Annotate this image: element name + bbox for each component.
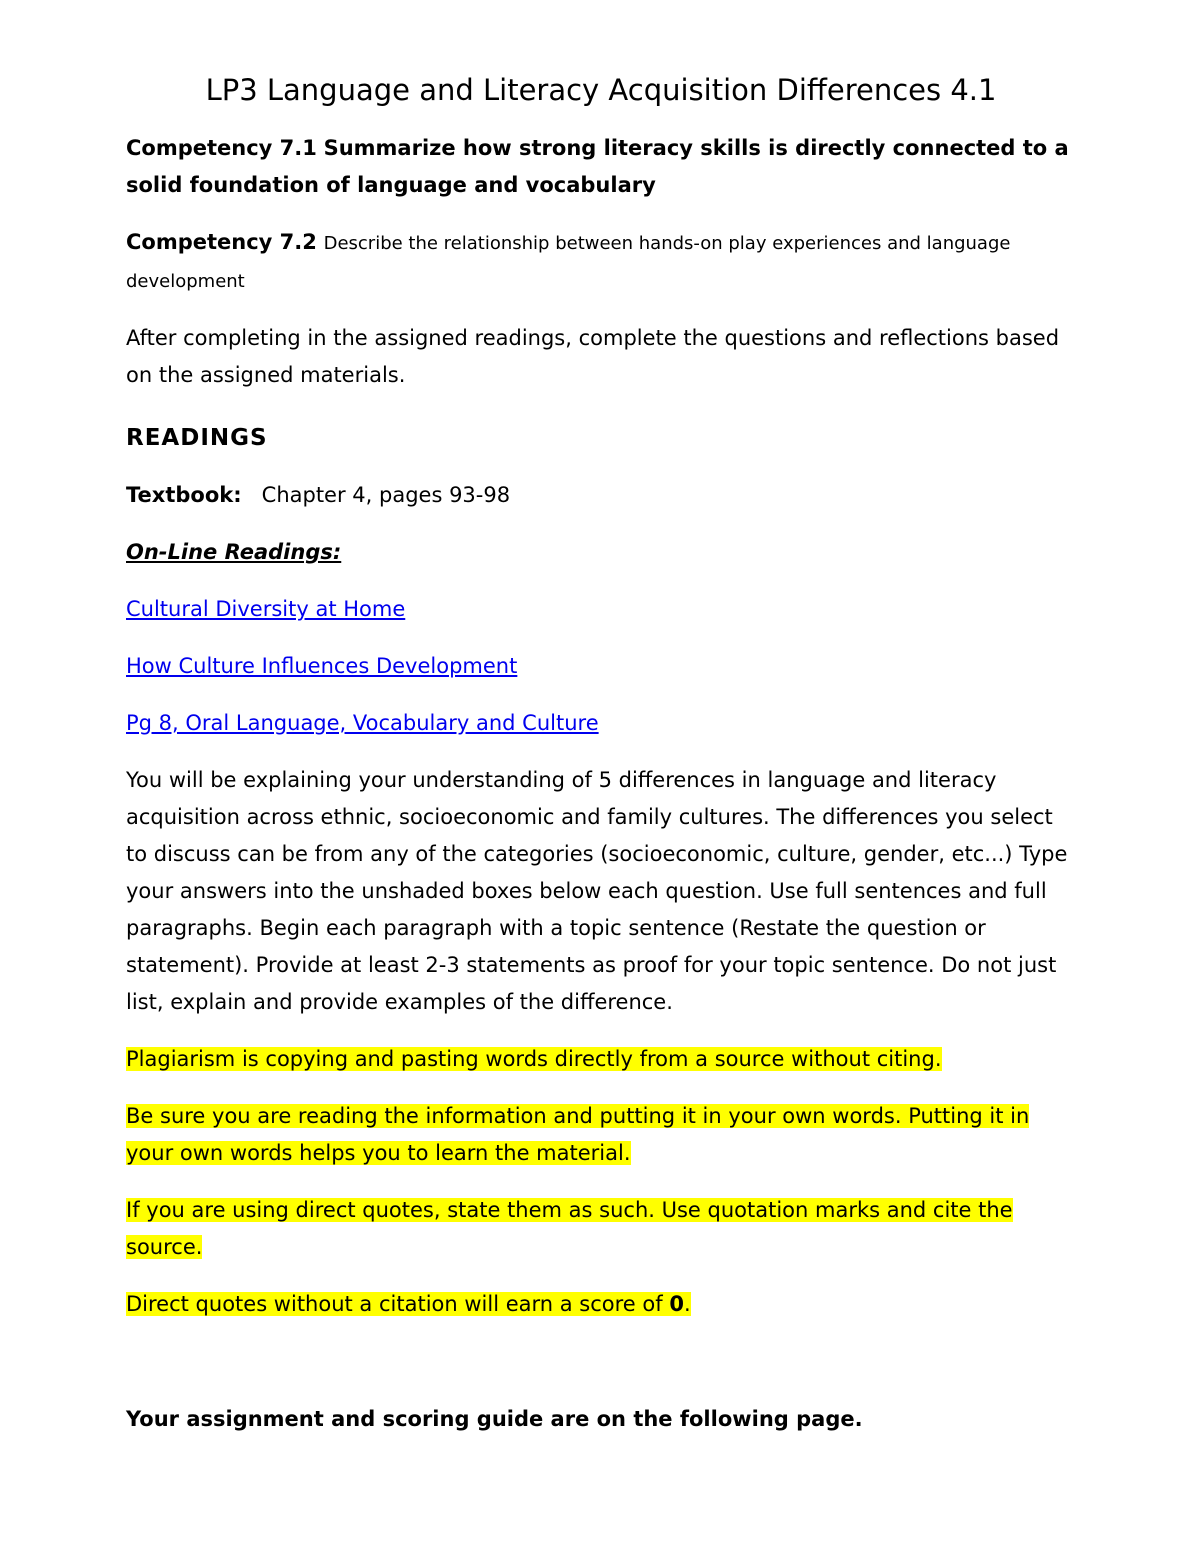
- textbook-line: [126, 477, 1076, 514]
- link-how-culture-influences-development[interactable]: How Culture Influences Development: [126, 653, 518, 678]
- textbook-label: Textbook:: [126, 482, 242, 507]
- textbook-value: Chapter 4, pages 93-98: [261, 482, 511, 507]
- direct-quotes-note: [126, 1192, 1076, 1266]
- document-title: LP3 Language and Literacy Acquisition Differences 4.1: [205, 73, 997, 107]
- link-cultural-diversity-at-home[interactable]: Cultural Diversity at Home: [126, 596, 406, 621]
- competency-7-1-label: Competency 7.1: [126, 135, 317, 160]
- competency-7-2-label: Competency 7.2: [126, 229, 317, 254]
- online-readings-heading: On-Line Readings:: [126, 539, 342, 564]
- plagiarism-note: [126, 1041, 1076, 1078]
- competency-7-1: [126, 130, 1076, 204]
- footer-note: Your assignment and scoring guide are on the following page.: [126, 1406, 863, 1431]
- score-note: [126, 1286, 1076, 1323]
- document-page: [126, 72, 1076, 1438]
- own-words-note-text: Be sure you are reading the information and putting it in your own words. Putting it in your own words helps you to learn the material.: [126, 1103, 1030, 1165]
- own-words-note: [126, 1098, 1076, 1172]
- competency-7-2: [126, 224, 1076, 300]
- competency-7-2-text: Describe the relationship between hands-on play experiences and language development: [126, 232, 1011, 292]
- score-note-suffix: .: [683, 1291, 691, 1316]
- score-note-value: 0: [669, 1291, 684, 1316]
- spacer: [126, 1343, 1076, 1401]
- intro-paragraph: After completing in the assigned readings, complete the questions and reflections based on the assigned materials.: [126, 325, 1060, 387]
- competency-7-1-text: Summarize how strong literacy skills is directly connected to a solid foundation of language and vocabulary: [126, 135, 1069, 197]
- score-note-prefix: Direct quotes without a citation will earn a score of: [126, 1291, 670, 1316]
- direct-quotes-note-text: If you are using direct quotes, state them as such. Use quotation marks and cite the source.: [126, 1197, 1013, 1259]
- instructions-paragraph: You will be explaining your understanding of 5 differences in language and literacy acquisition across ethnic, socioeconomic and family cultures. The differences you select to discuss can be from any of the categories (socioeconomic, culture, gender, etc...) Type your answers into the unshaded boxes below each question. Use full sentences and full paragraphs. Begin each paragraph with a topic sentence (Restate the question or statement). Provide at least 2-3 statements as proof for your topic sentence. Do not just list, explain and provide examples of the difference.: [126, 767, 1068, 1014]
- readings-heading: READINGS: [126, 424, 268, 451]
- link-oral-language-vocabulary-culture[interactable]: Pg 8, Oral Language, Vocabulary and Culture: [126, 710, 599, 735]
- plagiarism-note-text: Plagiarism is copying and pasting words directly from a source without citing.: [126, 1046, 942, 1071]
